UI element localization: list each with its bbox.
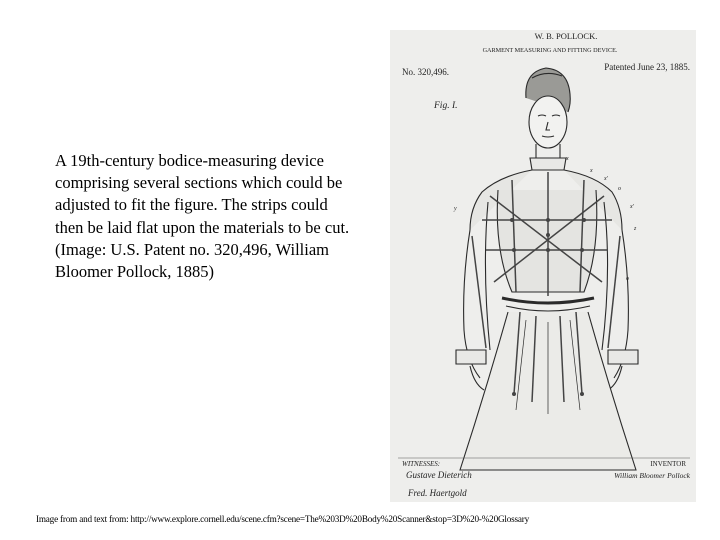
svg-text:x: x bbox=[566, 156, 569, 162]
svg-text:y: y bbox=[454, 206, 457, 212]
witness-signature-1: Gustave Dieterich bbox=[406, 470, 472, 480]
figure-caption: A 19th-century bodice-measuring device comprising several sections which could be adjusted to fit the figure. The strips could then be laid flat upon the materials to be cut. (Image: U.S. Patent no. 320,496, William Bloomer Pollock, 1885) bbox=[55, 151, 350, 282]
patent-device-title: GARMENT MEASURING AND FITTING DEVICE. bbox=[482, 47, 618, 54]
patent-illustration bbox=[390, 30, 696, 502]
patent-date: Patented June 23, 1885. bbox=[604, 62, 690, 72]
witness-signature-2: Fred. Haertgold bbox=[408, 488, 467, 498]
svg-text:x': x' bbox=[604, 176, 608, 182]
patent-inventor-header: W. B. POLLOCK. bbox=[534, 31, 598, 41]
inventor-label: INVENTOR bbox=[650, 460, 686, 468]
witnesses-label: WITNESSES: bbox=[402, 460, 441, 468]
svg-text:x: x bbox=[590, 168, 593, 174]
svg-text:z: z bbox=[634, 226, 637, 232]
patent-drawing bbox=[390, 30, 696, 502]
svg-text:o: o bbox=[618, 186, 621, 192]
figure-label: Fig. I. bbox=[434, 101, 458, 111]
inventor-signature: William Bloomer Pollock bbox=[614, 471, 690, 480]
svg-text:o: o bbox=[626, 276, 629, 282]
image-source-credit: Image from and text from: http://www.explore.cornell.edu/scene.cfm?scene=The%203D%20Body%20Scanner&stop=3D%20-%20Glossary bbox=[36, 514, 530, 524]
svg-text:x': x' bbox=[630, 204, 634, 210]
woman-figure bbox=[456, 68, 638, 470]
patent-number: No. 320,496. bbox=[402, 67, 449, 77]
